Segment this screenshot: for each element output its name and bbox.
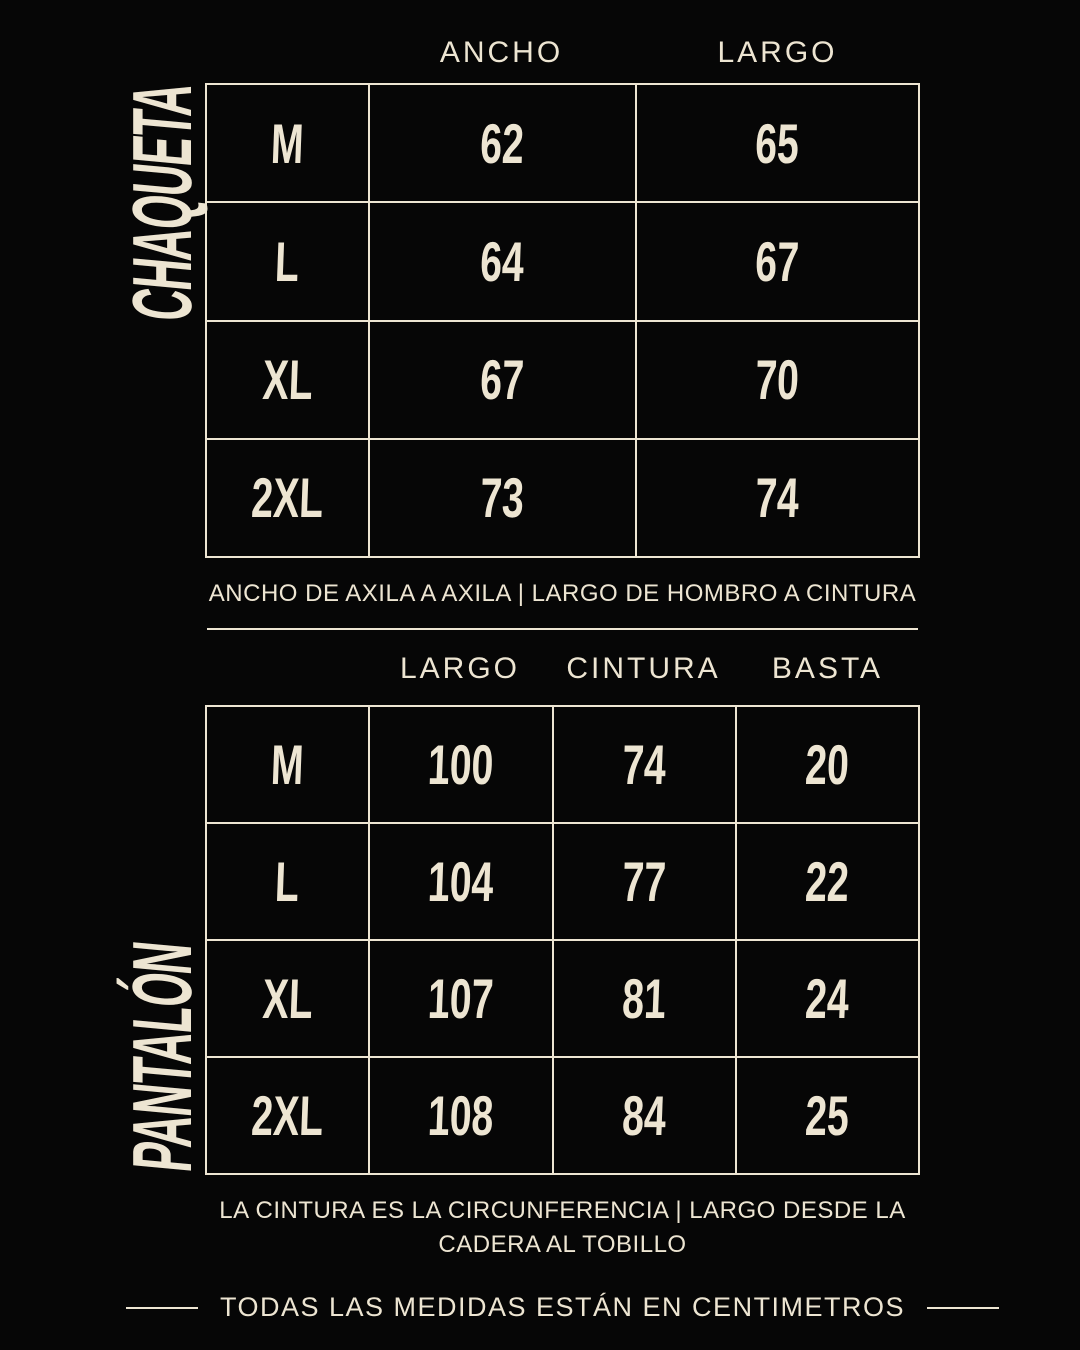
size-cell: XL xyxy=(207,941,370,1056)
pants-section-label xyxy=(114,937,209,1177)
pants-size-table xyxy=(205,705,920,1175)
value-cell: 81 xyxy=(554,941,737,1056)
table-row xyxy=(207,85,918,203)
value-cell: 67 xyxy=(370,322,637,438)
table-row xyxy=(207,1058,918,1173)
size-cell: M xyxy=(207,85,370,201)
table-row xyxy=(207,941,918,1058)
size-cell: L xyxy=(207,203,370,319)
jacket-size-table xyxy=(205,83,920,558)
pants-header-largo: LARGO xyxy=(399,652,521,685)
value-cell: 74 xyxy=(754,466,801,530)
value-cell: 65 xyxy=(754,111,801,175)
table-row xyxy=(207,824,918,941)
table-row xyxy=(207,440,918,556)
size-cell: L xyxy=(207,824,370,939)
value-cell: 100 xyxy=(370,707,554,822)
jacket-header-spacer xyxy=(205,38,368,68)
jacket-measure-note: ANCHO DE AXILA A AXILA | LARGO DE HOMBRO A CINTURA xyxy=(208,580,917,607)
size-cell: XL xyxy=(207,322,370,438)
size-cell: 2XL xyxy=(207,440,370,556)
jacket-column-headers xyxy=(205,38,920,68)
value-cell: 104 xyxy=(370,824,554,939)
value-cell: 73 xyxy=(370,440,637,556)
units-footer xyxy=(205,1292,920,1323)
value-cell: 20 xyxy=(804,733,851,796)
table-row xyxy=(207,322,918,440)
value-cell: 25 xyxy=(804,1084,851,1147)
value-cell: 64 xyxy=(370,203,637,319)
size-cell: M xyxy=(207,707,370,822)
size-cell: 2XL xyxy=(207,1058,370,1173)
table-row xyxy=(207,203,918,321)
pants-header-basta: BASTA xyxy=(771,652,884,685)
value-cell: 70 xyxy=(754,348,801,412)
jacket-header-largo: LARGO xyxy=(717,36,838,69)
value-cell: 74 xyxy=(554,707,737,822)
left-dash xyxy=(126,1307,198,1309)
pants-section-label-text: PANTALÓN xyxy=(114,938,209,1176)
pants-header-spacer xyxy=(205,654,368,684)
value-cell: 22 xyxy=(804,850,851,913)
units-footer-text: TODAS LAS MEDIDAS ESTÁN EN CENTIMETROS xyxy=(219,1292,906,1322)
pants-column-headers xyxy=(205,654,920,684)
pants-header-cintura: CINTURA xyxy=(566,652,721,685)
right-dash xyxy=(927,1307,999,1309)
table-row xyxy=(207,707,918,824)
value-cell: 77 xyxy=(554,824,737,939)
value-cell: 62 xyxy=(370,85,637,201)
value-cell: 84 xyxy=(554,1058,737,1173)
jacket-header-ancho: ANCHO xyxy=(439,36,564,69)
section-divider xyxy=(207,628,918,630)
value-cell: 67 xyxy=(754,229,801,293)
value-cell: 108 xyxy=(370,1058,554,1173)
jacket-section-label xyxy=(114,79,209,325)
pants-measure-note: LA CINTURA ES LA CIRCUNFERENCIA | LARGO DESDE LA CADERA AL TOBILLO xyxy=(219,1197,906,1258)
value-cell: 24 xyxy=(804,967,851,1030)
jacket-section-label-text: CHAQUETA xyxy=(114,79,209,325)
value-cell: 107 xyxy=(370,941,554,1056)
